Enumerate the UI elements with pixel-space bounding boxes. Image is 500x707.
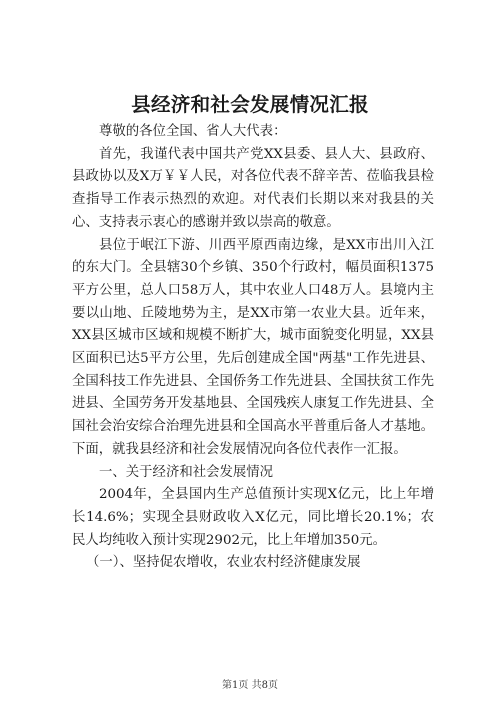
document-body (72, 121, 434, 575)
paragraph-county-overview: 县位于岷江下游、川西平原西南边缘，是XX市出川入江的东大门。全县辖30个乡镇、350个行政村，幅员面积1375平方公里，总人口58万人，其中农业人口48万人。县境内主要以山地、丘陵地势为主，是XX市第一农业大县。近年来，XX县区城市区域和规模不断扩大，城市面貌变化明显，XX县区面积已达5平方公里，先后创建成全国"两基"工作先进县、全国科技工作先进县、全国侨务工作先进县、全国扶贫工作先进县、全国劳务开发基地县、全国残疾人康复工作先进县、全国社会治安综合治理先进县和全国高水平普重后备人才基地。下面，就我县经济和社会发展情况向各位代表作一汇报。 (72, 237, 434, 457)
paragraph-opening: 首先，我谨代表中国共产党XX县委、县人大、县政府、县政协以及X万￥￥人民，对各位代表不辞辛苦、莅临我县检查指导工作表示热烈的欢迎。对代表们长期以来对我县的关心、支持表示衷心的感谢并致以崇高的敬意。 (72, 146, 434, 230)
document-title: 县经济和社会发展情况汇报 (131, 93, 369, 116)
paragraph-2004-economy: 2004年，全县国内生产总值预计实现X亿元，比上年增长14.6%；实现全县财政收入X亿元，同比增长20.1%；农民人均纯收入预计实现2902元，比上年增加350元。 (72, 487, 434, 548)
section-heading: 一、关于经济和社会发展情况 (99, 464, 274, 480)
subsection-heading: （一）、坚持促农增收，农业农村经济健康发展 (86, 555, 361, 571)
salutation: 尊敬的各位全国、省人大代表： (99, 124, 287, 139)
page-number-footer: 第1页 共8页 (222, 680, 278, 691)
